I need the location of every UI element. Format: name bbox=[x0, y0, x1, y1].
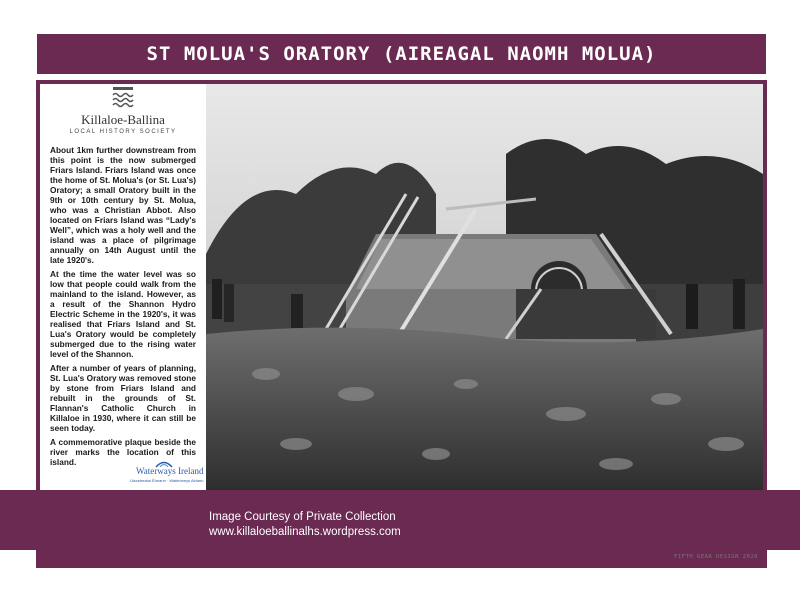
credit-line: Image Courtesy of Private Collection bbox=[209, 511, 396, 523]
sponsor-subtitle: Uiscebealaí Éireann · Watterweys Airlann bbox=[130, 478, 204, 483]
paragraph-4: A commemorative plaque beside the river marks the location of this island. bbox=[50, 437, 196, 467]
paragraph-3: After a number of years of planning, St. Lua's Oratory was removed stone by stone from Friars Island and rebuilt in the grounds of St. Flannan's Catholic Church in Killaloe in 1930, where it can still be seen today. bbox=[50, 363, 196, 433]
body-text bbox=[40, 135, 206, 467]
text-panel bbox=[40, 84, 206, 490]
society-logo bbox=[40, 84, 206, 135]
society-subtitle: LOCAL HISTORY SOCIETY bbox=[69, 129, 177, 135]
waves-icon bbox=[110, 86, 136, 108]
website-link[interactable]: www.killaloeballinalhs.wordpress.com bbox=[209, 526, 401, 538]
paragraph-1: About 1km further downstream from this point is the now submerged Friars Island. Friars Island was once the home of St. Molua's (or St. Lua's) Oratory; a small Oratory built in the 9th or 10th century by St. Molua, who was a Christian Abbot. Also located on Friars Island was “Lady's Well”, which was a holy well and the island was a place of pilgrimage annually on 14th August until the late 1920's. bbox=[50, 145, 196, 265]
historic-photo bbox=[206, 84, 763, 490]
design-credit: FIFTH GEAR DESIGN 2020 bbox=[674, 554, 758, 560]
oratory-photo-illustration bbox=[206, 84, 763, 490]
page-title: ST MOLUA'S ORATORY (AIREAGAL NAOMH MOLUA) bbox=[37, 34, 766, 74]
waterways-ireland-logo bbox=[126, 459, 202, 487]
sponsor-name: Waterways Ireland bbox=[136, 466, 204, 476]
society-name: Killaloe-Ballina bbox=[81, 112, 165, 127]
image-credit bbox=[209, 510, 401, 540]
paragraph-2: At the time the water level was so low that people could walk from the mainland to the island. However, as a result of the Shannon Hydro Electric Scheme in the 1920's, it was realised that Friars Island and St. Lua's Oratory would be completely submerged due to the rising water level of the Shannon. bbox=[50, 269, 196, 359]
